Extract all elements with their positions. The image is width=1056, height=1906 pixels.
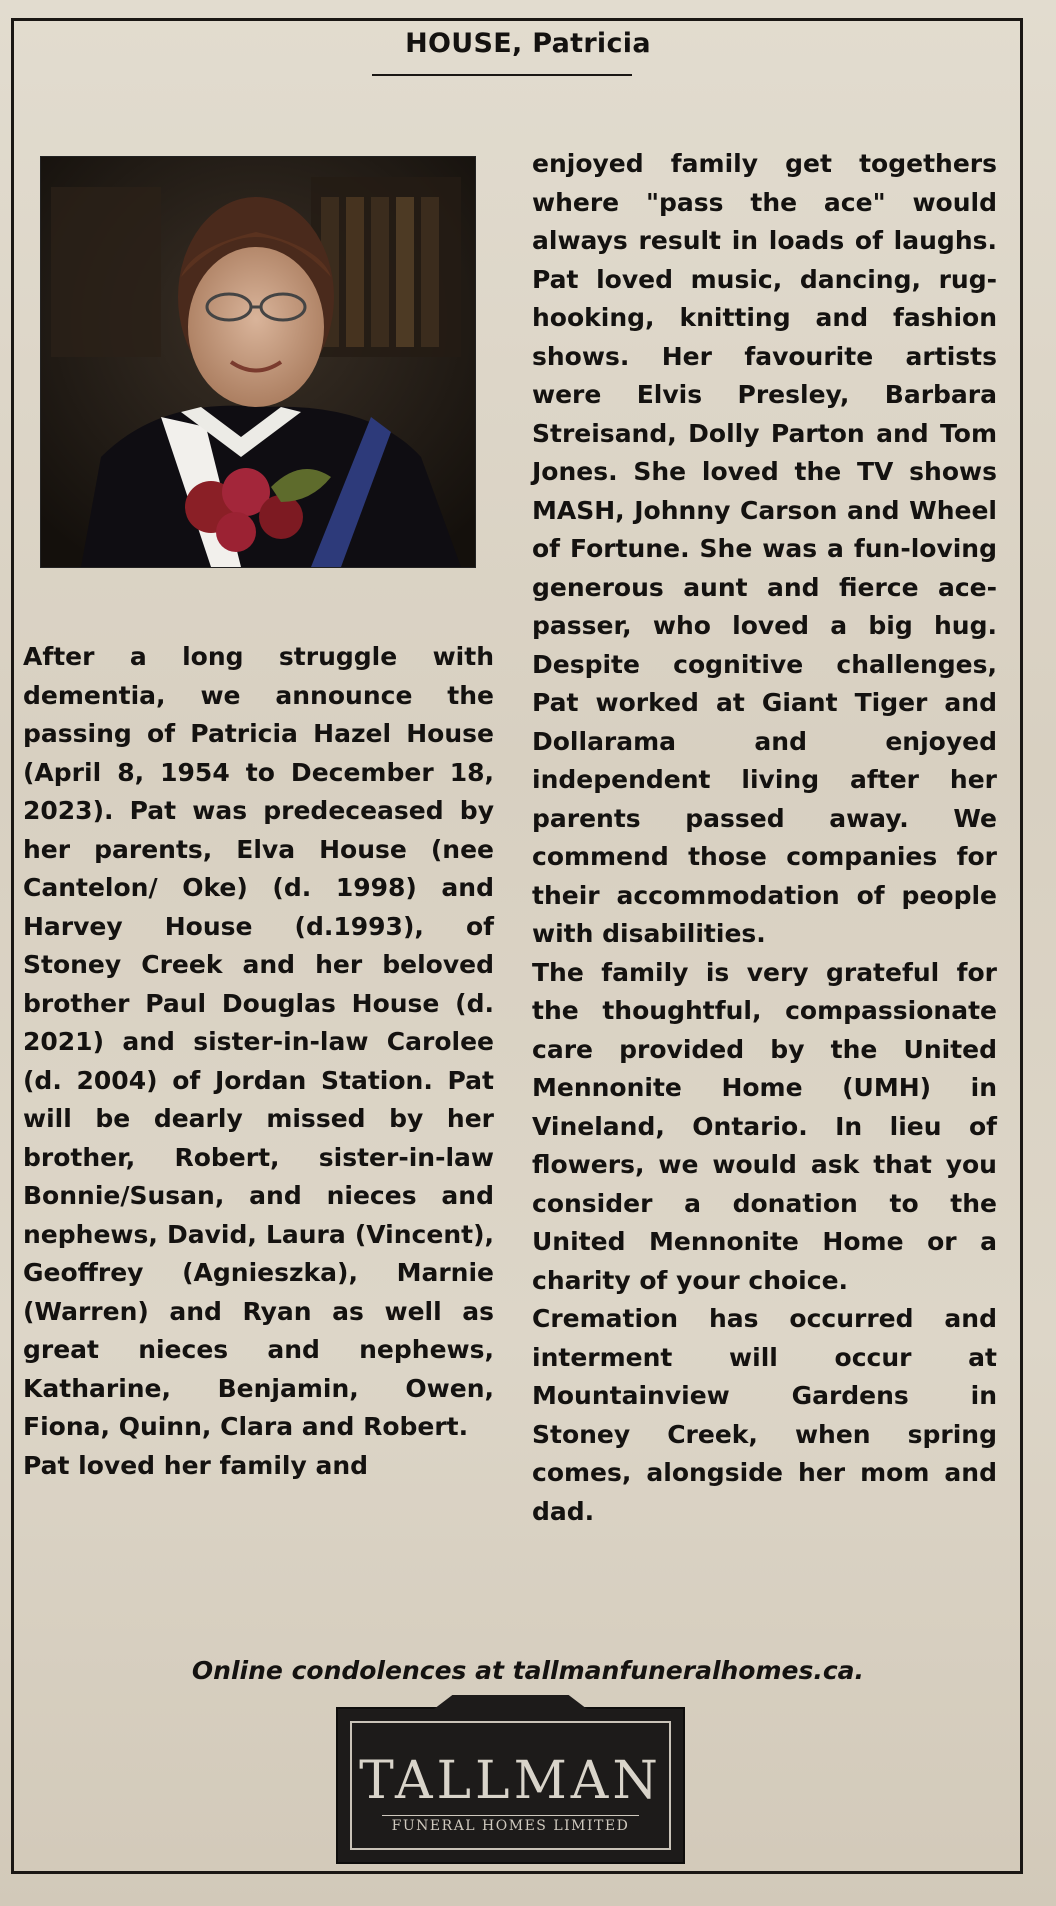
logo-divider: [382, 1815, 639, 1816]
portrait-photo: [40, 156, 476, 568]
obituary-title: HOUSE, Patricia: [405, 28, 651, 59]
tallman-logo: [336, 1707, 685, 1864]
title-underline: [372, 74, 632, 76]
right-column: [532, 145, 997, 1531]
condolences-line: Online condolences at tallmanfuneralhomes.ca.: [191, 1656, 865, 1685]
obituary-paragraph: After a long struggle with dementia, we announce the passing of Patricia Hazel House (April 8, 1954 to December 18, 2023). Pat was predeceased by her parents, Elva House (nee Cantelon/ Oke) (d. 1998) and Harvey House (d.1993), of Stoney Creek and her beloved brother Paul Douglas House (d. 2021) and sister-in-law Carolee (d. 2004) of Jordan Station. Pat will be dearly missed by her brother, Robert, sister-in-law Bonnie/Susan, and nieces and nephews, David, Laura (Vincent), Geoffrey (Agnieszka), Marnie (Warren) and Ryan as well as great nieces and nephews, Katharine, Benjamin, Owen, Fiona, Quinn, Clara and Robert.: [23, 642, 494, 1441]
logo-roof: [434, 1695, 587, 1709]
logo-border: [350, 1721, 671, 1850]
obituary-paragraph: Cremation has occurred and interment will occur at Mountainview Gardens in Stoney Creek, when spring comes, alongside her mom and dad.: [532, 1304, 997, 1526]
logo-name: TALLMAN: [359, 1751, 662, 1811]
logo-subtitle: FUNERAL HOMES LIMITED: [391, 1818, 630, 1834]
obituary-paragraph: enjoyed family get togethers where "pass the ace" would always result in loads of laughs. Pat loved music, dancing, rug-hooking, knitting and fashion shows. Her favourite artists were Elvis Presley, Barbara Streisand, Dolly Parton and Tom Jones. She loved the TV shows MASH, Johnny Carson and Wheel of Fortune. She was a fun-loving generous aunt and fierce ace-passer, who loved a big hug. Despite cognitive challenges, Pat worked at Giant Tiger and Dollarama and enjoyed independent living after her parents passed away. We commend those companies for their accommodation of people with disabilities.: [532, 149, 997, 948]
obituary-paragraph: The family is very grateful for the thoughtful, compassionate care provided by the United Mennonite Home (UMH) in Vineland, Ontario. In lieu of flowers, we would ask that you consider a donation to the United Mennonite Home or a charity of your choice.: [532, 957, 997, 1295]
left-column: [23, 638, 494, 1485]
obituary-paragraph: Pat loved her family and: [23, 1450, 369, 1480]
